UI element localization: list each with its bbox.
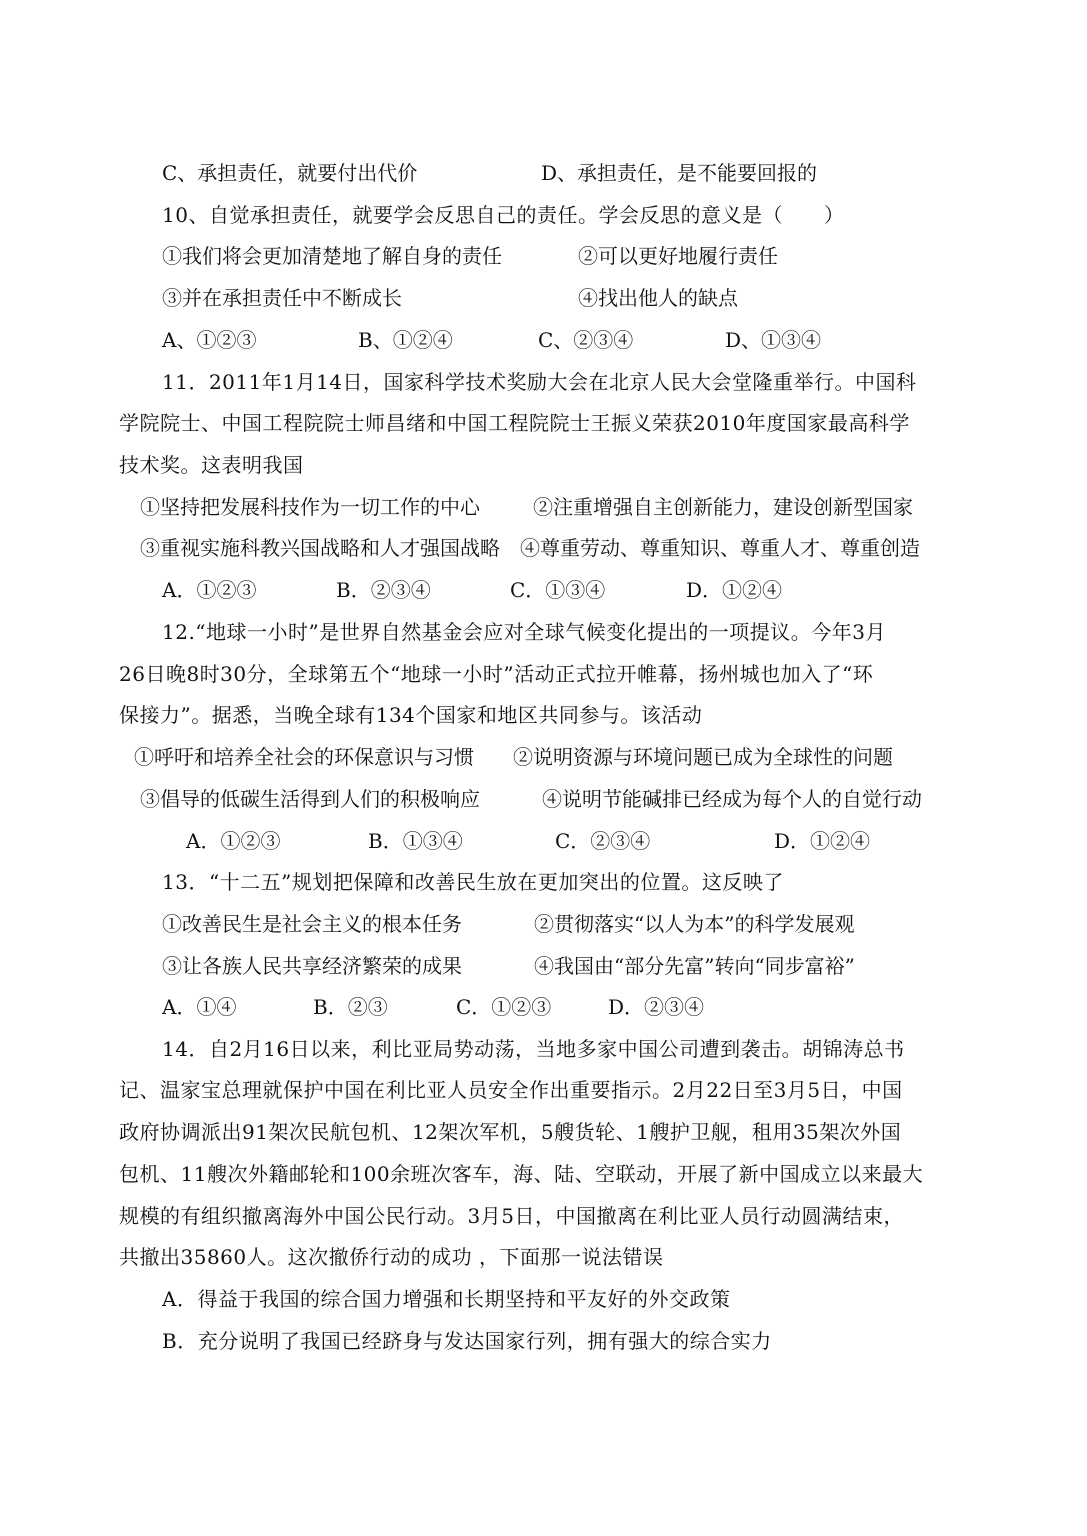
q11-option-a: A．①②③: [162, 578, 257, 602]
q10-item-2: ②可以更好地履行责任: [578, 244, 778, 268]
q13-option-c: C．①②③: [456, 995, 552, 1019]
q11-item-1: ①坚持把发展科技作为一切工作的中心: [140, 495, 480, 519]
q9-option-d: D、承担责任，是不能要回报的: [541, 161, 818, 185]
q10-stem: 10、自觉承担责任，就要学会反思自己的责任。学会反思的意义是（ ）: [162, 203, 845, 227]
q12-option-c: C．②③④: [555, 829, 651, 853]
q14-stem-line-5: 规模的有组织撤离海外中国公民行动。3月5日，中国撤离在利比亚人员行动圆满结束，: [119, 1204, 904, 1228]
q11-option-d: D．①②④: [686, 578, 783, 602]
q12-items-row-2: [0, 786, 1087, 812]
q12-options-row: [0, 828, 1087, 854]
q11-items-row-1: [0, 494, 1087, 520]
q10-items-row-1: [0, 243, 1087, 269]
q13-option-a: A．①④: [162, 995, 237, 1019]
q14-stem-line-4: 包机、11艘次外籍邮轮和100余班次客车，海、陆、空联动，开展了新中国成立以来最大: [119, 1162, 924, 1186]
q13-options-row: [0, 994, 1087, 1020]
q10-item-3: ③并在承担责任中不断成长: [162, 286, 402, 310]
q12-stem-line-1: 12.“地球一小时”是世界自然基金会应对全球气候变化提出的一项提议。今年3月: [162, 620, 886, 644]
q12-stem-line-3: 保接力”。据悉，当晚全球有134个国家和地区共同参与。该活动: [119, 703, 703, 727]
q13-item-3: ③让各族人民共享经济繁荣的成果: [162, 954, 462, 978]
q11-item-3: ③重视实施科教兴国战略和人才强国战略: [140, 536, 500, 560]
q11-items-row-2: [0, 535, 1087, 561]
q13-item-4: ④我国由“部分先富”转向“同步富裕”: [534, 954, 855, 978]
q11-item-2: ②注重增强自主创新能力，建设创新型国家: [533, 495, 913, 519]
q13-stem: 13．“十二五”规划把保障和改善民生放在更加突出的位置。这反映了: [162, 870, 784, 894]
q14-stem-line-2: 记、温家宝总理就保护中国在利比亚人员安全作出重要指示。2月22日至3月5日，中国: [119, 1078, 903, 1102]
q11-stem-line-3: 技术奖。这表明我国: [119, 453, 304, 477]
q10-option-d: D、①③④: [725, 328, 822, 352]
q10-option-b: B、①②④: [358, 328, 453, 352]
q10-items-row-2: [0, 285, 1087, 311]
q13-items-row-2: [0, 953, 1087, 979]
q9-option-c: C、承担责任，就要付出代价: [162, 161, 418, 185]
q12-option-d: D．①②④: [774, 829, 871, 853]
q14-option-a: A．得益于我国的综合国力增强和长期坚持和平友好的外交政策: [162, 1287, 731, 1311]
q9-options-row: [0, 160, 1087, 186]
q10-option-c: C、②③④: [538, 328, 634, 352]
q12-stem-line-2: 26日晚8时30分，全球第五个“地球一小时”活动正式拉开帷幕，扬州城也加入了“环: [119, 662, 874, 686]
q11-stem-line-1: 11．2011年1月14日，国家科学技术奖励大会在北京人民大会堂隆重举行。中国科: [162, 370, 917, 394]
q11-options-row: [0, 577, 1087, 603]
q10-item-4: ④找出他人的缺点: [578, 286, 738, 310]
q11-stem-line-2: 学院院士、中国工程院院士师昌绪和中国工程院院士王振义荣获2010年度国家最高科学: [119, 411, 910, 435]
q11-option-b: B．②③④: [336, 578, 431, 602]
q12-item-4: ④说明节能碱排已经成为每个人的自觉行动: [542, 787, 922, 811]
q12-item-2: ②说明资源与环境问题已成为全球性的问题: [513, 745, 893, 769]
q13-option-d: D．②③④: [608, 995, 705, 1019]
q13-items-row-1: [0, 911, 1087, 937]
q12-option-b: B．①③④: [368, 829, 463, 853]
q11-option-c: C．①③④: [510, 578, 606, 602]
q14-stem-line-6: 共撤出35860人。这次撤侨行动的成功 ，下面那一说法错误: [119, 1245, 664, 1269]
q13-option-b: B．②③: [313, 995, 388, 1019]
q10-option-a: A、①②③: [162, 328, 257, 352]
q13-item-2: ②贯彻落实“以人为本”的科学发展观: [534, 912, 855, 936]
q14-option-b: B．充分说明了我国已经跻身与发达国家行列，拥有强大的综合实力: [162, 1329, 772, 1353]
q11-item-4: ④尊重劳动、尊重知识、尊重人才、尊重创造: [520, 536, 920, 560]
q12-option-a: A．①②③: [186, 829, 281, 853]
q12-item-3: ③倡导的低碳生活得到人们的积极响应: [140, 787, 480, 811]
q10-options-row: [0, 327, 1087, 353]
q14-stem-line-3: 政府协调派出91架次民航包机、12架次军机，5艘货轮、1艘护卫舰，租用35架次外国: [119, 1120, 902, 1144]
q14-stem-line-1: 14．自2月16日以来，利比亚局势动荡，当地多家中国公司遭到袭击。胡锦涛总书: [162, 1037, 905, 1061]
q12-item-1: ①呼吁和培养全社会的环保意识与习惯: [134, 745, 474, 769]
q10-item-1: ①我们将会更加清楚地了解自身的责任: [162, 244, 502, 268]
q12-items-row-1: [0, 744, 1087, 770]
q13-item-1: ①改善民生是社会主义的根本任务: [162, 912, 462, 936]
